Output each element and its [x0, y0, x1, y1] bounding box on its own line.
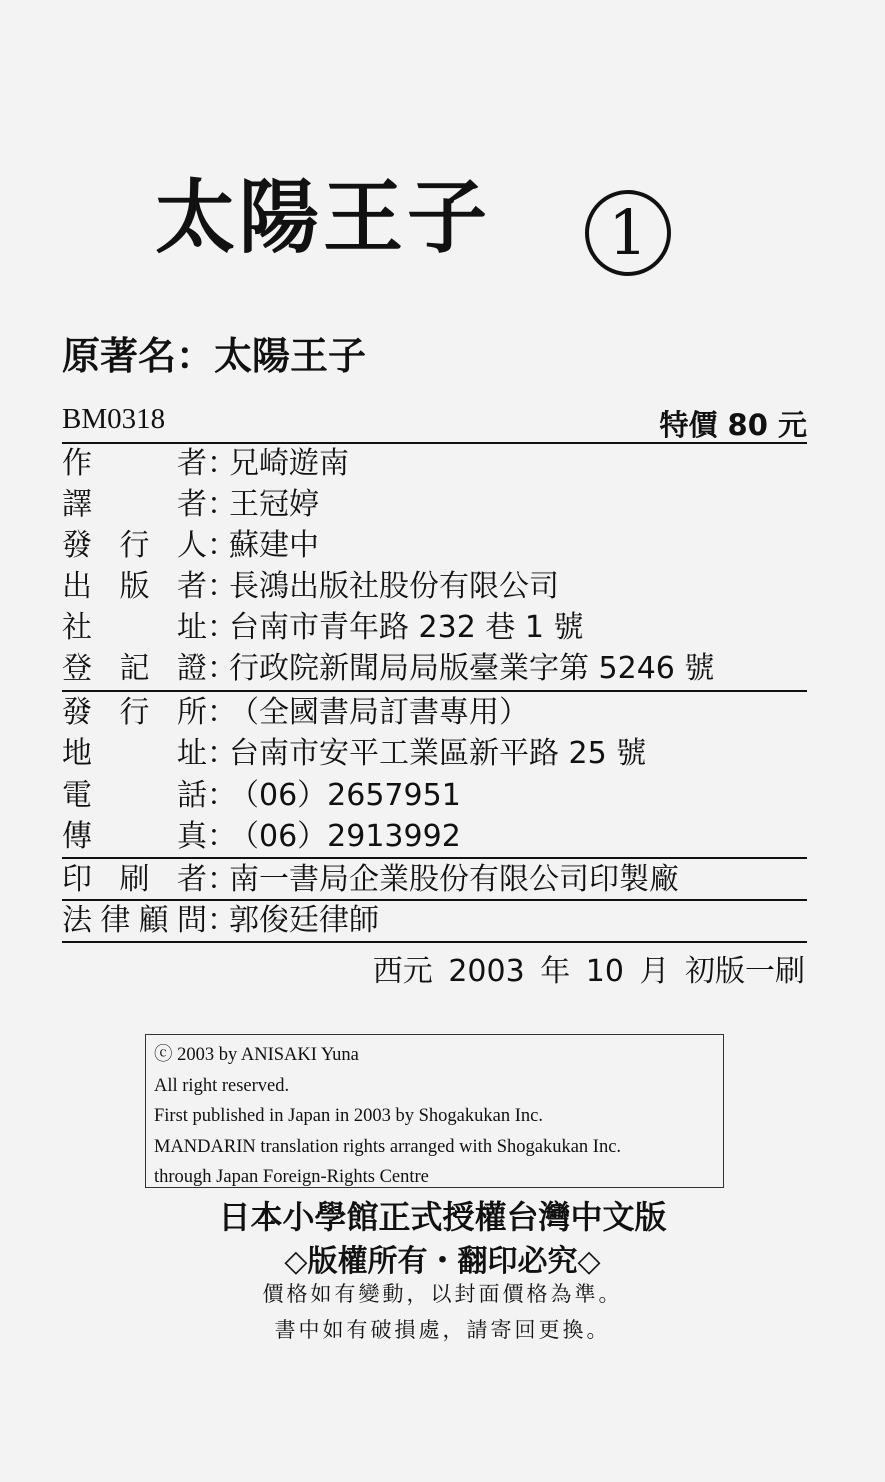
- book-code: BM0318: [62, 403, 166, 435]
- credit-label: 作者: [62, 446, 207, 481]
- credit-value: 台南市青年路 232 巷 1 號: [229, 610, 584, 645]
- divider: [62, 941, 807, 943]
- authorization-notice: 日本小學館正式授權台灣中文版: [218, 1198, 667, 1236]
- colon: ：: [207, 528, 237, 563]
- copyright-line: All right reserved.: [154, 1075, 290, 1096]
- price-note: 價格如有變動，以封面價格為準。: [262, 1282, 623, 1306]
- volume-number: 1: [585, 190, 671, 276]
- credit-value: （06）2913992: [229, 819, 461, 854]
- rights-notice: ◇版權所有・翻印必究◇: [284, 1244, 601, 1279]
- colon: ：: [207, 862, 237, 897]
- credit-label: 社址: [62, 610, 207, 645]
- credit-value: 蘇建中: [229, 528, 319, 563]
- credit-label: 傳真: [62, 819, 207, 854]
- copyright-line: MANDARIN translation rights arranged with Shogakukan Inc.: [154, 1136, 622, 1157]
- colon: ：: [207, 487, 237, 522]
- original-title: 原著名：太陽王子: [62, 334, 367, 378]
- credit-row: [62, 817, 461, 857]
- divider: [62, 857, 807, 859]
- colon: ：: [207, 651, 237, 686]
- colon: ：: [207, 736, 237, 771]
- price: 特價 80 元: [659, 408, 807, 442]
- copyright-line: through Japan Foreign-Rights Centre: [154, 1167, 429, 1187]
- colon: ：: [207, 903, 237, 938]
- credit-row: [62, 608, 584, 648]
- credit-value: 台南市安平工業區新平路 25 號: [229, 736, 647, 771]
- credit-row: [62, 693, 529, 733]
- credit-value: 南一書局企業股份有限公司印製廠: [229, 862, 679, 897]
- divider: [62, 690, 807, 692]
- credit-label: 發行人: [62, 528, 207, 563]
- credit-label: 電話: [62, 778, 207, 813]
- credit-label: 發行所: [62, 695, 207, 730]
- credit-label: 地址: [62, 736, 207, 771]
- copyright-box: [145, 1034, 724, 1188]
- credit-value: 王冠婷: [229, 487, 319, 522]
- credit-row: [62, 776, 461, 816]
- credit-label: 法律顧問: [62, 903, 207, 938]
- publication-date: 西元 2003 年 10 月 初版一刷: [372, 954, 805, 989]
- credit-row: [62, 526, 319, 566]
- credit-label: 印刷者: [62, 862, 207, 897]
- credit-row: [62, 485, 319, 525]
- colon: ：: [207, 695, 237, 730]
- damage-note: 書中如有破損處，請寄回更換。: [274, 1318, 611, 1342]
- colon: ：: [207, 778, 237, 813]
- copyright-line: ⓒ 2003 by ANISAKI Yuna: [154, 1045, 359, 1065]
- credit-value: 行政院新聞局局版臺業字第 5246 號: [229, 651, 715, 686]
- credit-label: 出版者: [62, 569, 207, 604]
- credit-row: [62, 444, 349, 484]
- credit-label: 登記證: [62, 651, 207, 686]
- credit-row: [62, 567, 559, 607]
- credit-value: 長鴻出版社股份有限公司: [229, 569, 559, 604]
- colon: ：: [207, 446, 237, 481]
- copyright-line: First published in Japan in 2003 by Shogakukan Inc.: [154, 1106, 543, 1126]
- credit-value: （全國書局訂書專用）: [229, 695, 529, 730]
- credit-row: [62, 649, 714, 689]
- legal-row: [62, 901, 379, 941]
- colon: ：: [207, 610, 237, 645]
- book-title: 太陽王子: [155, 171, 491, 264]
- colon: ：: [207, 569, 237, 604]
- credit-label: 譯者: [62, 487, 207, 522]
- credit-value: （06）2657951: [229, 778, 461, 813]
- colon: ：: [207, 819, 237, 854]
- printer-row: [62, 860, 679, 900]
- credit-value: 兄崎遊南: [229, 446, 349, 481]
- credit-value: 郭俊廷律師: [229, 903, 379, 938]
- credit-row: [62, 734, 646, 774]
